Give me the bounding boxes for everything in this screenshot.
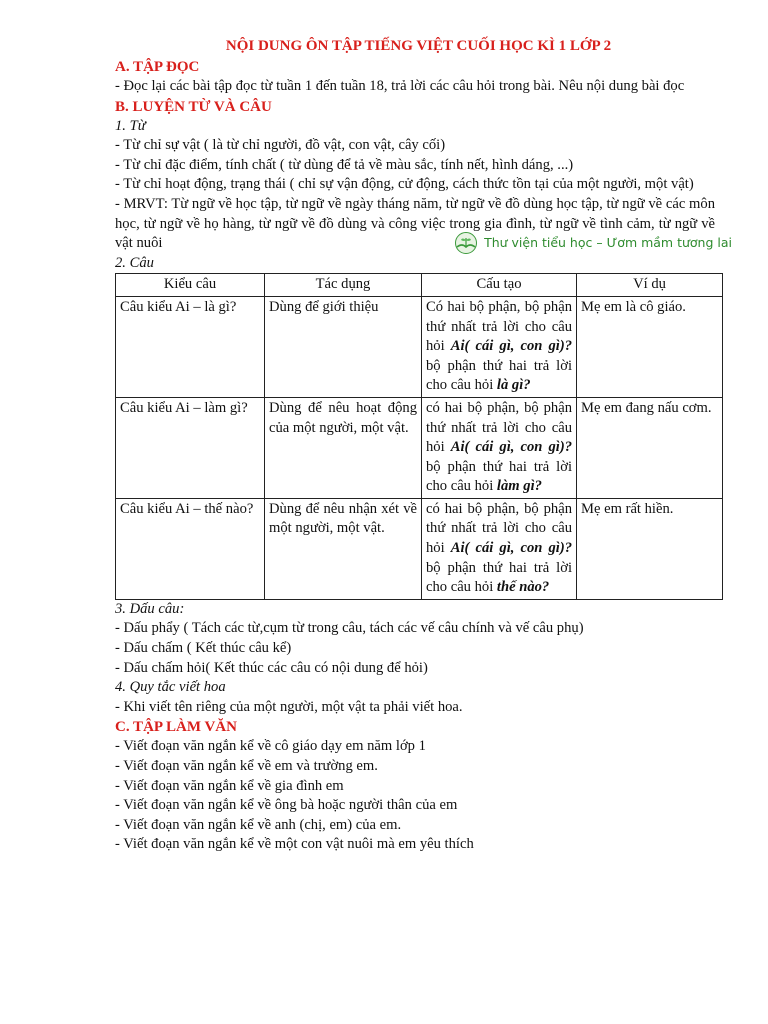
example-cell: Mẹ em rất hiền. [577,498,723,599]
sentence-type-table [115,273,723,600]
example-cell: Mẹ em là cô giáo. [577,296,723,397]
list-item: - Từ chỉ sự vật ( là từ chỉ người, đồ vật, con vật, cây cối) [115,137,446,154]
list-item: - Viết đoạn văn ngắn kể về cô giáo dạy em năm lớp 1 [115,738,426,755]
list-item: - Từ chỉ hoạt động, trạng thái ( chỉ sự vận động, cử động, cách thức tồn tại của một người, một vật) [115,176,694,193]
book-leaf-logo-icon [452,232,480,254]
structure-question: làm gì? [496,478,542,495]
structure-question: là gì? [496,377,531,394]
structure-cell [422,296,577,397]
list-item: - Dấu chấm hỏi( Kết thúc các câu có nội dung để hỏi) [115,659,428,676]
badge-text: Thư viện tiểu học – Ươm mầm tương lai [484,234,732,250]
structure-text: bộ phận thứ hai trả lời cho câu hỏi [426,559,572,596]
list-item: - Khi viết tên riêng của một người, một vật ta phải viết hoa. [115,698,463,715]
sentence-type-cell: Câu kiểu Ai – là gì? [116,296,265,397]
list-item: - Viết đoạn văn ngắn kể về một con vật nuôi mà em yêu thích [115,836,474,853]
section-a-heading: A. TẬP ĐỌC [115,59,200,75]
list-item: - Viết đoạn văn ngắn kể về anh (chị, em) của em. [115,816,402,833]
subsection-tu-heading: 1. Từ [115,117,146,134]
structure-text: Có hai bộ phận, bộ phận thứ nhất trả lời cho câu hỏi [426,298,572,355]
structure-text: bộ phận thứ hai trả lời cho câu hỏi [426,458,572,495]
library-badge [452,232,732,254]
badge-row [115,234,732,274]
subsection-punctuation-heading: 3. Dấu câu: [115,600,185,617]
structure-text: có hai bộ phận, bộ phận thứ nhất trả lời cho câu hỏi [426,500,572,557]
column-header: Tác dụng [265,274,422,297]
section-b-heading: B. LUYỆN TỪ VÀ CÂU [115,98,272,115]
structure-question: thế nào? [496,579,550,596]
section-a-text: - Đọc lại các bài tập đọc từ tuần 1 đến tuần 18, trả lời các câu hỏi trong bài. Nêu nội dung bài đọc [115,78,685,94]
example-cell: Mẹ em đang nấu cơm. [577,397,723,498]
usage-cell: Dùng để giới thiệu [265,296,422,397]
section-c-heading: C. TẬP LÀM VĂN [115,719,237,736]
structure-cell [422,397,577,498]
structure-question: Ai( cái gì, con gì)? [450,540,572,557]
list-item: - Viết đoạn văn ngắn kể về ông bà hoặc người thân của em [115,797,458,814]
list-item: - MRVT: Từ ngữ về học tập, từ ngữ về ngày tháng năm, từ ngữ về đồ dùng học tập, từ ngữ về các môn học, từ ngữ về họ hàng, từ ngữ về đồ dùng và công việc trong gia đình, từ ngữ về tình cảm, từ ngữ về vật nuôi [115,195,715,252]
column-header: Cấu tạo [422,274,577,297]
list-item: - Viết đoạn văn ngắn kể về em và trường em. [115,758,378,774]
structure-question: Ai( cái gì, con gì)? [450,338,572,355]
document-page [115,36,732,855]
list-item: - Dấu chấm ( Kết thúc câu kể) [115,640,292,657]
column-header: Kiểu câu [116,274,265,297]
list-item: - Từ chỉ đặc điểm, tính chất ( từ dùng để tả về màu sắc, tính nết, hình dáng, ...) [115,156,574,173]
structure-text: có hai bộ phận, bộ phận thứ nhất trả lời cho câu hỏi [426,399,572,456]
list-item: - Dấu phẩy ( Tách các từ,cụm từ trong câu, tách các vế câu chính và vế câu phụ) [115,620,584,637]
table-row [116,498,723,599]
structure-cell [422,498,577,599]
subsection-capitalization-heading: 4. Quy tắc viết hoa [115,679,226,696]
list-item: - Viết đoạn văn ngắn kể về gia đình em [115,777,344,794]
usage-cell: Dùng để nêu hoạt động của một người, một vật. [265,397,422,498]
structure-text: bộ phận thứ hai trả lời cho câu hỏi [426,357,572,394]
sentence-type-cell: Câu kiểu Ai – thế nào? [116,498,265,599]
column-header: Ví dụ [577,274,723,297]
table-row [116,397,723,498]
table-row [116,296,723,397]
usage-cell: Dùng để nêu nhận xét về một người, một vật. [265,498,422,599]
subsection-cau-heading: 2. Câu [115,254,154,271]
document-title: NỘI DUNG ÔN TẬP TIẾNG VIỆT CUỐI HỌC KÌ 1 LỚP 2 [225,38,612,54]
table-header-row [116,274,723,297]
structure-question: Ai( cái gì, con gì)? [450,439,572,456]
sentence-type-cell: Câu kiểu Ai – làm gì? [116,397,265,498]
